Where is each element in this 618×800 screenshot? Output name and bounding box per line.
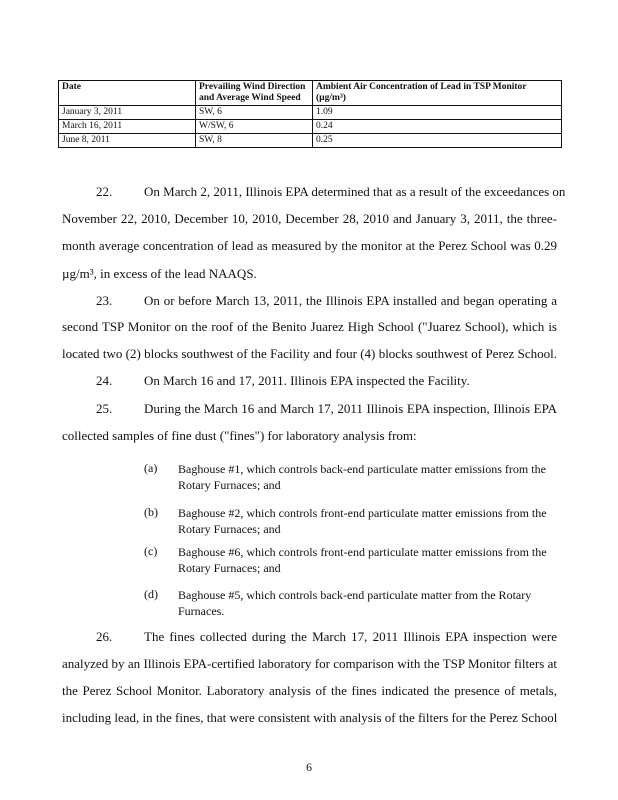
header-date: Date: [59, 81, 196, 106]
item-label: (b): [144, 505, 158, 519]
cell-date: March 16, 2011: [59, 120, 196, 134]
lead-concentration-table: [58, 80, 562, 148]
cell-wind: SW, 6: [196, 106, 313, 120]
table-row: [59, 120, 562, 134]
paragraph-line: the Perez School Monitor. Laboratory analysis of the fines indicated the presence of metals,: [62, 683, 557, 698]
paragraph-line: During the March 16 and March 17, 2011 Illinois EPA inspection, Illinois EPA: [144, 401, 557, 416]
cell-wind: SW, 8: [196, 134, 313, 148]
paragraph-line: analyzed by an Illinois EPA-certified laboratory for comparison with the TSP Monitor filters at: [62, 656, 557, 671]
table-header-row: [59, 81, 562, 106]
header-concentration: Ambient Air Concentration of Lead in TSP Monitor (µg/m³): [313, 81, 562, 106]
paragraph-line: µg/m³, in excess of the lead NAAQS.: [62, 266, 257, 281]
cell-date: January 3, 2011: [59, 106, 196, 120]
item-label: (c): [144, 544, 158, 558]
paragraph-line: On or before March 13, 2011, the Illinois EPA installed and began operating a: [144, 293, 557, 308]
paragraph-line: located two (2) blocks southwest of the Facility and four (4) blocks southwest of Perez School.: [62, 346, 557, 361]
paragraph-line: November 22, 2010, December 10, 2010, December 28, 2010 and January 3, 2011, the three-: [62, 211, 557, 226]
paragraph-line: The fines collected during the March 17, 2011 Illinois EPA inspection were: [144, 629, 557, 644]
cell-date: June 8, 2011: [59, 134, 196, 148]
cell-concentration: 1.09: [313, 106, 562, 120]
list-item: Baghouse #2, which controls front-end particulate matter emissions from the Rotary Furnaces; and: [178, 506, 547, 536]
cell-concentration: 0.25: [313, 134, 562, 148]
paragraph-line: second TSP Monitor on the roof of the Benito Juarez High School ("Juarez School), which is: [62, 319, 557, 334]
list-item: Baghouse #6, which controls front-end particulate matter emissions from the Rotary Furnaces; and: [178, 545, 547, 575]
item-label: (d): [144, 587, 158, 601]
list-item: Baghouse #1, which controls back-end particulate matter emissions from the Rotary Furnaces; and: [178, 462, 546, 492]
paragraph-line: On March 2, 2011, Illinois EPA determined that as a result of the exceedances on: [144, 184, 566, 199]
paragraph-line: On March 16 and 17, 2011. Illinois EPA inspected the Facility.: [144, 373, 470, 388]
paragraph-line: including lead, in the fines, that were consistent with analysis of the filters for the Perez School: [62, 710, 558, 725]
paragraph-number: 24.: [96, 373, 113, 388]
paragraph-number: 25.: [96, 401, 113, 416]
paragraph-number: 22.: [96, 184, 113, 199]
page-number: 6: [306, 760, 312, 774]
paragraph-line: collected samples of fine dust ("fines") for laboratory analysis from:: [62, 428, 417, 443]
table-row: [59, 106, 562, 120]
cell-concentration: 0.24: [313, 120, 562, 134]
paragraph-line: month average concentration of lead as measured by the monitor at the Perez School was 0.29: [62, 238, 557, 253]
cell-wind: W/SW, 6: [196, 120, 313, 134]
paragraph-number: 23.: [96, 293, 113, 308]
table-row: [59, 134, 562, 148]
list-item: Baghouse #5, which controls back-end particulate matter from the Rotary Furnaces.: [178, 588, 532, 618]
paragraph-number: 26.: [96, 629, 113, 644]
item-label: (a): [144, 461, 158, 475]
header-wind: Prevailing Wind Direction and Average Wind Speed: [196, 81, 313, 106]
